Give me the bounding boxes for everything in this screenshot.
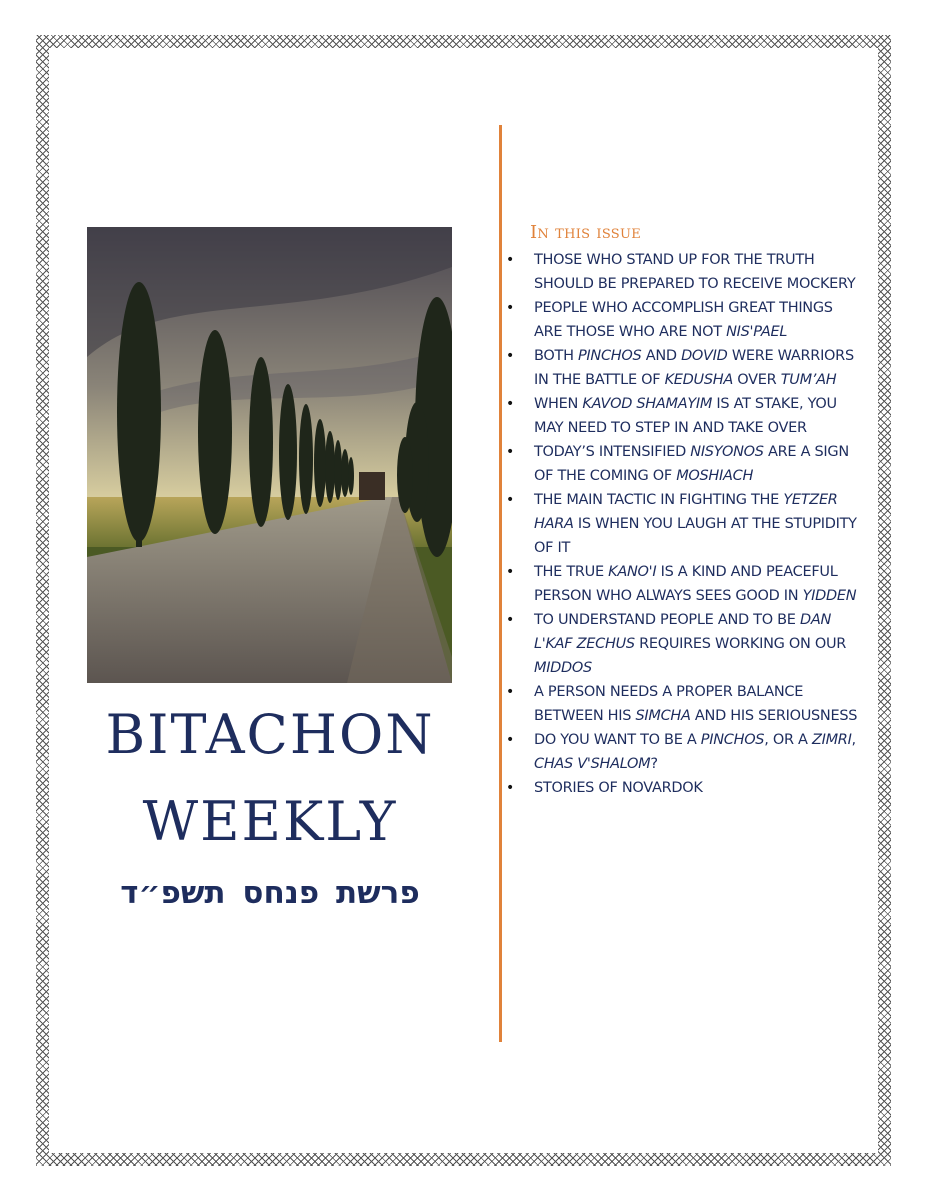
issue-item-text: OVER <box>732 372 781 388</box>
issue-list-item <box>506 440 861 488</box>
issue-list-item <box>506 296 861 344</box>
issue-item-italic-term: MIDDOS <box>534 660 592 676</box>
bullet-icon: • <box>506 684 514 700</box>
issue-item-text: DO YOU WANT TO BE A <box>534 732 701 748</box>
issue-item-text: A PERSON NEEDS A PROPER BALANCE BETWEEN HIS <box>534 684 804 724</box>
issue-item-text: ARE A SIGN OF THE COMING OF <box>534 444 849 484</box>
issue-item-italic-term: CHAS V'SHALOM <box>534 756 651 772</box>
issue-item-italic-term: YIDDEN <box>802 588 857 604</box>
bullet-icon: • <box>506 444 514 460</box>
issue-heading: In this issue <box>530 222 642 243</box>
issue-item-text: , OR A <box>764 732 812 748</box>
issue-item-italic-term: TUM’AH <box>780 372 837 388</box>
issue-item-text: THE MAIN TACTIC IN FIGHTING THE <box>534 492 784 508</box>
bullet-icon: • <box>506 300 514 316</box>
issue-item-text: , <box>851 732 856 748</box>
bullet-icon: • <box>506 348 514 364</box>
issue-item-text: IS A KIND AND PEACEFUL PERSON WHO ALWAYS SEES GOOD IN <box>534 564 838 604</box>
issue-list-item <box>506 488 861 560</box>
issue-item-italic-term: KEDUSHA <box>664 372 733 388</box>
issue-item-italic-term: ZIMRI <box>811 732 852 748</box>
newsletter-title-line-1: BITACHON <box>105 703 435 766</box>
issue-item-text: AND HIS SERIOUSNESS <box>690 708 858 724</box>
bullet-icon: • <box>506 564 514 580</box>
bullet-icon: • <box>506 252 514 268</box>
issue-item-text: TODAY’S INTENSIFIED <box>534 444 691 460</box>
bullet-icon: • <box>506 492 514 508</box>
issue-list <box>506 248 861 800</box>
issue-list-item <box>506 344 861 392</box>
issue-item-italic-term: SIMCHA <box>635 708 691 724</box>
issue-list-item <box>506 248 861 296</box>
issue-item-italic-term: DAN L'KAF ZECHUS <box>534 612 831 652</box>
issue-item-text: TO UNDERSTAND PEOPLE AND TO BE <box>534 612 800 628</box>
issue-item-text: THE TRUE <box>534 564 609 580</box>
issue-item-text: IS WHEN YOU LAUGH AT THE STUPIDITY OF IT <box>534 516 857 556</box>
issue-item-italic-term: PINCHOS <box>700 732 765 748</box>
issue-item-text: THOSE WHO STAND UP FOR THE TRUTH SHOULD BE PREPARED TO RECEIVE MOCKERY <box>534 252 856 292</box>
issue-item-text: REQUIRES WORKING ON OUR <box>634 636 847 652</box>
issue-list-item <box>506 560 861 608</box>
issue-item-italic-term: NIS'PAEL <box>726 324 788 340</box>
issue-item-text: IS AT STAKE, YOU MAY NEED TO STEP IN AND TAKE OVER <box>534 396 837 436</box>
bullet-icon: • <box>506 732 514 748</box>
parsha-heading: פרשת פנחס תשפ״ד <box>120 875 420 911</box>
issue-list-item <box>506 680 861 728</box>
issue-item-text: STORIES OF NOVARDOK <box>534 780 703 796</box>
bullet-icon: • <box>506 612 514 628</box>
bullet-icon: • <box>506 780 514 796</box>
cover-photo <box>87 227 452 683</box>
issue-item-italic-term: YETZER HARA <box>534 492 838 532</box>
issue-item-text: PEOPLE WHO ACCOMPLISH GREAT THINGS ARE THOSE WHO ARE NOT <box>534 300 833 340</box>
issue-item-text: WHEN <box>534 396 583 412</box>
issue-item-italic-term: NISYONOS <box>690 444 764 460</box>
issue-list-item <box>506 608 861 680</box>
issue-item-italic-term: DOVID <box>681 348 728 364</box>
newsletter-title-line-2: WEEKLY <box>142 790 398 853</box>
issue-item-italic-term: MOSHIACH <box>676 468 754 484</box>
issue-item-text: ? <box>650 756 658 772</box>
column-divider <box>499 125 502 1042</box>
issue-item-text: BOTH <box>534 348 578 364</box>
issue-item-italic-term: KAVOD SHAMAYIM <box>582 396 713 412</box>
issue-list-item <box>506 776 861 800</box>
issue-item-italic-term: PINCHOS <box>577 348 642 364</box>
issue-list-item <box>506 392 861 440</box>
issue-item-italic-term: KANO'I <box>608 564 657 580</box>
issue-item-text: WERE WARRIORS IN THE BATTLE OF <box>534 348 854 388</box>
issue-list-item <box>506 728 861 776</box>
issue-item-text: AND <box>641 348 682 364</box>
bullet-icon: • <box>506 396 514 412</box>
